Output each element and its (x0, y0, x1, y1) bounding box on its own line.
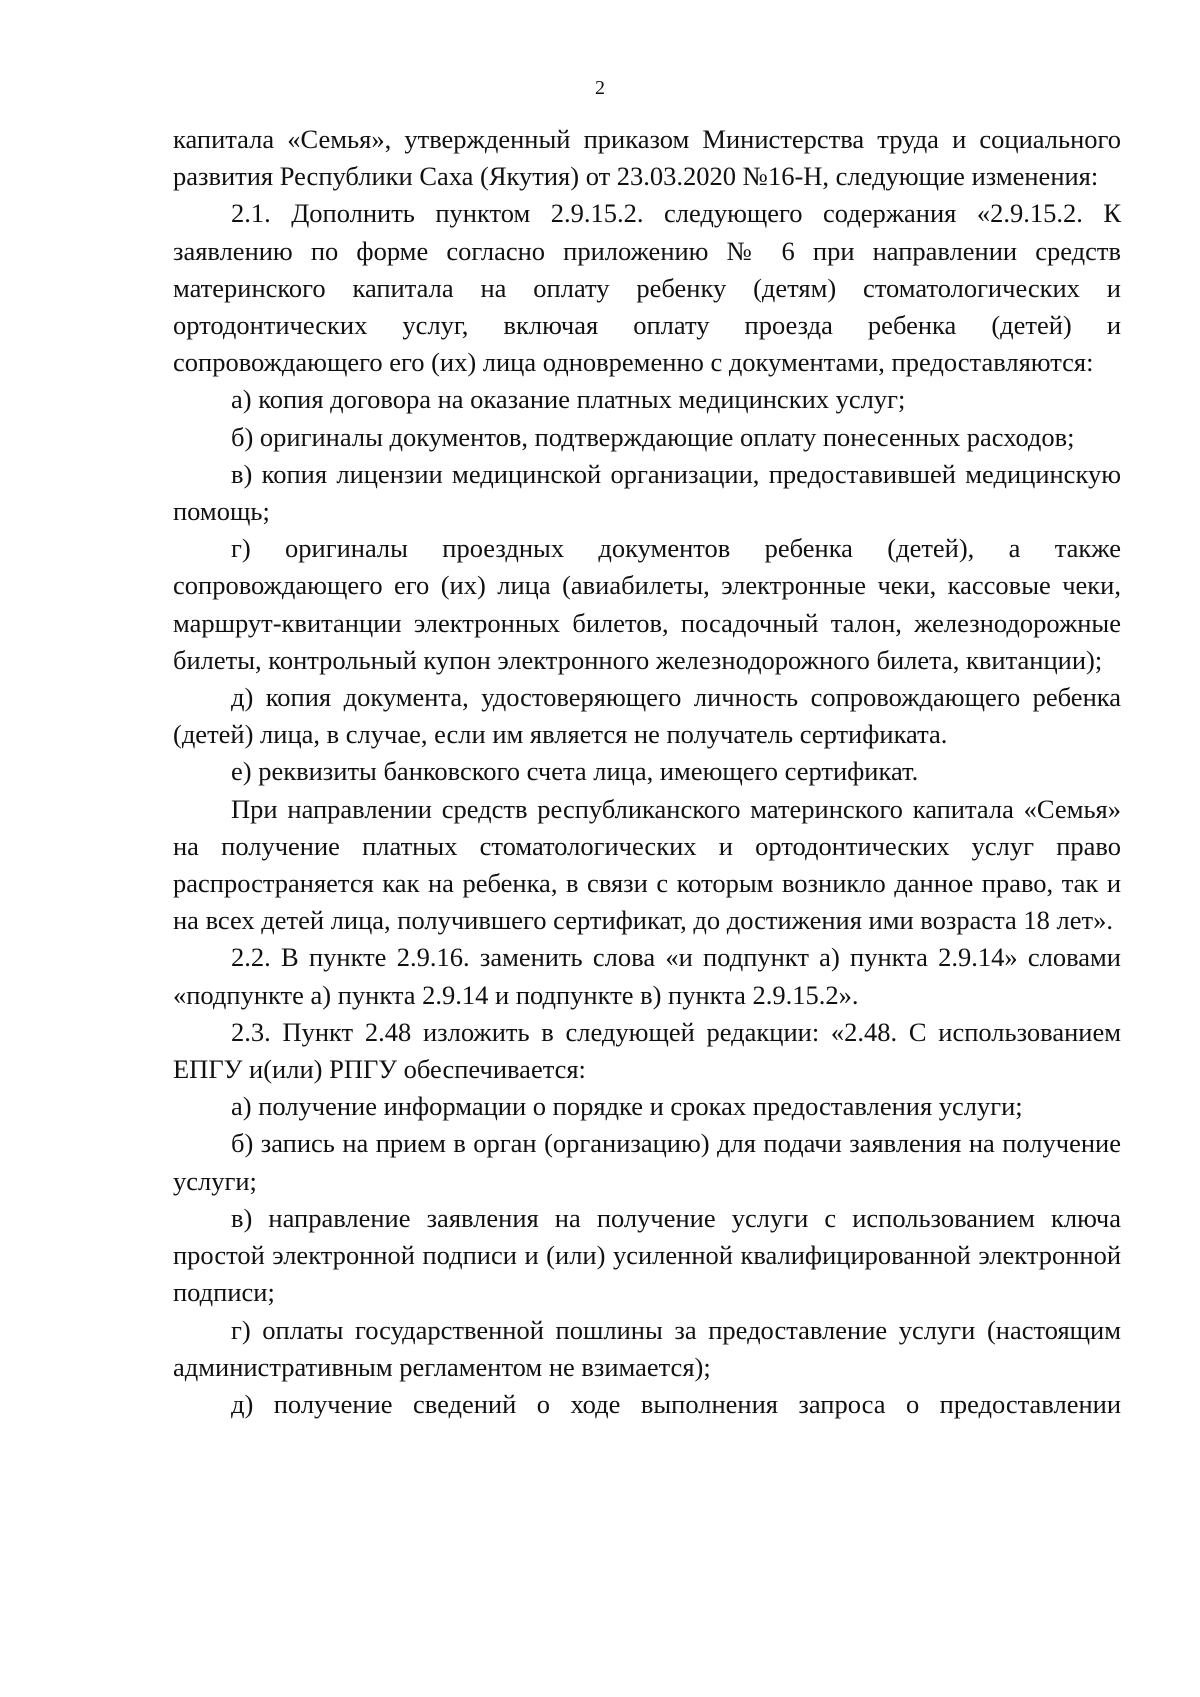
paragraph-2-2: 2.2. В пункте 2.9.16. заменить слова «и подпункт а) пункта 2.9.14» словами «подпункте а) пункта 2.9.14 и подпункте в) пункта 2.9.15.2». (173, 942, 1121, 1010)
list-item-d: д) копия документа, удостоверяющего личность сопровождающего ребенка (детей) лица, в случае, если им является не получатель сертификата. (173, 682, 1121, 750)
list-item-v: в) копия лицензии медицинской организации, предоставившей медицинскую помощь; (173, 458, 1121, 527)
list-item-b: б) оригиналы документов, подтверждающие оплату понесенных расходов; (231, 421, 1075, 452)
paragraph-intro-continuation: капитала «Семья», утвержденный приказом Министерства труда и социального развития Республики Саха (Якутия) от 23.03.2020 №16-Н, следующие изменения: (173, 124, 1121, 192)
list-item-2-48-b: б) запись на прием в орган (организацию) для подачи заявления на получение услуги; (173, 1128, 1121, 1196)
list-item-2-48-v: в) направление заявления на получение услуги с использованием ключа простой электронной подписи и (или) усиленной квалифицированной электронной подписи; (173, 1202, 1121, 1308)
list-item-2-48-d: д) получение сведений о ходе выполнения запроса о предоставлении (231, 1388, 1121, 1419)
page-number: 2 (595, 77, 605, 99)
list-item-2-48-g: г) оплаты государственной пошлины за предоставление услуги (настоящим административным регламентом не взимается); (173, 1314, 1121, 1382)
list-item-2-48-a: а) получение информации о порядке и сроках предоставления услуги; (231, 1091, 1023, 1122)
list-item-e: е) реквизиты банковского счета лица, имеющего сертификат. (231, 756, 919, 787)
paragraph-2-3: 2.3. Пункт 2.48 изложить в следующей редакции: «2.48. С использованием ЕПГУ и(или) РПГУ обеспечивается: (173, 1016, 1121, 1085)
paragraph-capital-rights: При направлении средств республиканского материнского капитала «Семья» на получение платных стоматологических и ортодонтических услуг право распространяется как на ребенка, в связи с которым возникло данное право, так и на всех детей лица, получившего сертификат, до достижения ими возраста 18 лет». (173, 793, 1121, 936)
document-body (173, 121, 1121, 1423)
list-item-a: а) копия договора на оказание платных медицинских услуг; (231, 384, 906, 415)
list-item-g: г) оригиналы проездных документов ребенка (детей), а также сопровождающего его (их) лица (авиабилеты, электронные чеки, кассовые чеки, маршрут-квитанции электронных билетов, посадочный талон, железнодорожные билеты, контрольный купон электронного железнодорожного билета, квитанции); (173, 533, 1121, 675)
paragraph-2-1: 2.1. Дополнить пунктом 2.9.15.2. следующего содержания «2.9.15.2. К заявлению по форме согласно приложению № 6 при направлении средств материнского капитала на оплату ребенку (детям) стоматологических и ортодонтических услуг, включая оплату проезда ребенка (детей) и сопровождающего его (их) лица одновременно с документами, предоставляются: (173, 198, 1121, 378)
